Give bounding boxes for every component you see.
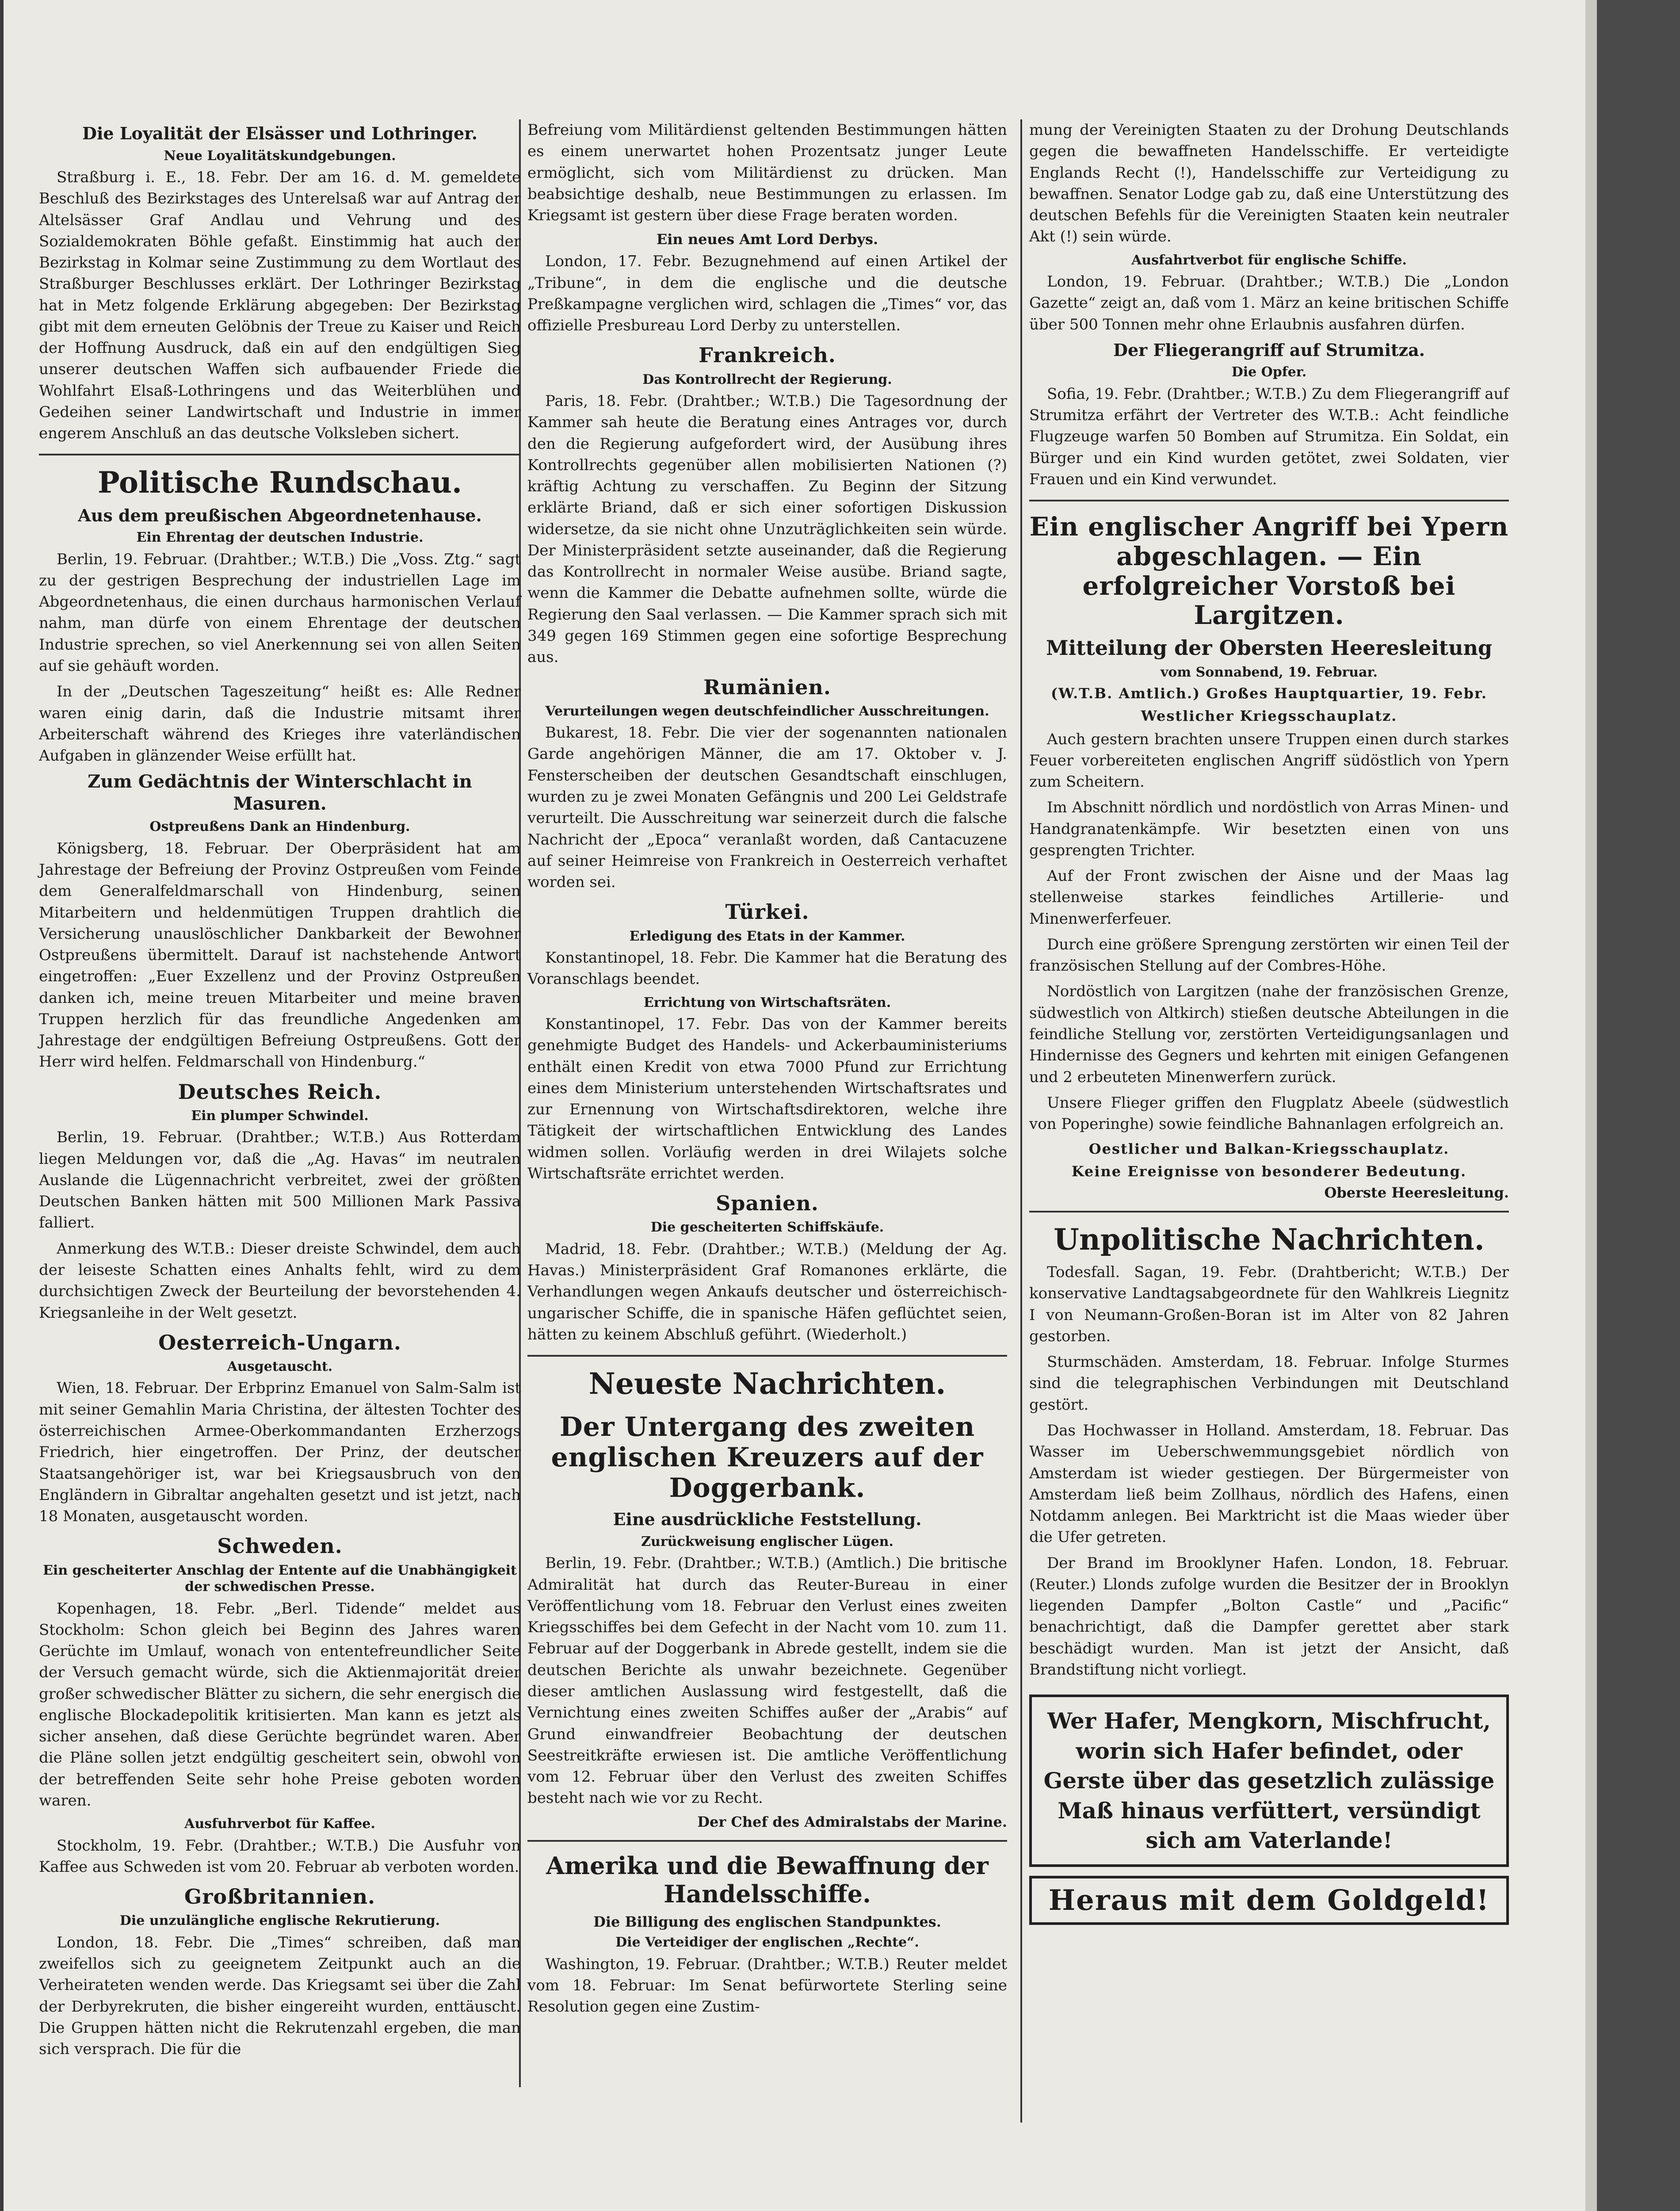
subhead: Ein Ehrentag der deutschen Industrie.: [136, 530, 424, 546]
subhead: Die Opfer.: [1231, 364, 1307, 380]
paragraph-continued: Befreiung vom Militärdienst geltenden Bestimmungen hätten es einem unerwartet hohen Prozentsatz junger Leute ermöglicht, sich vom Militärdienst zu drücken. Man beabsichtige deshalb, neue Bestimmungen zu erlassen. Im Kriegsamt ist gestern über diese Frage beraten worden.: [527, 121, 1007, 225]
paragraph: Sofia, 19. Febr. (Drahtber.; W.T.B.) Zu dem Fliegerangriff auf Strumitza erfährt der Vertreter des W.T.B.: Acht feindliche Flugzeuge warfen 50 Bomben auf Strumitza. Ein Soldat, ein Bürger und ein Kind wurden getötet, zwei Soldaten, vier Frauen und ein Kind verwundet.: [1029, 385, 1509, 488]
paragraph: Im Abschnitt nördlich und nordöstlich von Arras Minen- und Handgranatenkämpfe. Wir besetzten einen von uns gesprengten Trichter.: [1029, 799, 1509, 859]
paragraph: Der Brand im Brooklyner Hafen. London, 18. Februar. (Reuter.) Llonds zufolge wurden die Besitzer der in Brooklyn liegenden Dampfer „Bolton Castle“ und „Pacific“ benachrichtigt, daß die Dampfer gerettet aber stark beschädigt wurden. Man ist jetzt der Ansicht, daß Brandstiftung nicht vorliegt.: [1029, 1554, 1509, 1679]
paragraph: Wien, 18. Februar. Der Erbprinz Emanuel von Salm-Salm ist mit seiner Gemahlin Maria Christina, der ältesten Tochter des österreichischen Armee-Oberkommandanten Erzherzogs Friedrich, hier eingetroffen. Der Prinz, der deutscher Staatsangehöriger ist, war bei Kriegsausbruch von den Engländern in Gibraltar angehalten gesetzt und ist jetzt, nach 18 Monaten, ausgetauscht worden.: [39, 1379, 521, 1526]
paragraph: Madrid, 18. Febr. (Drahtber.; W.T.B.) (Meldung der Ag. Havas.) Ministerpräsident Graf Romanones erklärte, die Verhandlungen wegen Ankaufs deutscher und österreichisch-ungarischer Schiffe, die in spanische Häfen geflüchtet seien, hätten zu keinem Abschluß geführt. (Wiederholt.): [527, 1240, 1007, 1343]
newspaper-page: [4, 0, 1597, 2211]
paragraph: Nordöstlich von Largitzen (nahe der französischen Grenze, südwestlich von Altkirch) stießen deutsche Abteilungen in die feindliche Stellung vor, zerstörten Verteidigungsanlagen und Hindernisse des Gegners und kehrten mit einigen Gefangenen und 2 erbeuteten Minenwerfern zurück.: [1029, 983, 1509, 1086]
subhead: Ausfahrtverbot für englische Schiffe.: [1131, 252, 1407, 268]
headline-ypern: Ein englischer Angriff bei Ypern abgeschlagen. — Ein erfolgreicher Vorstoß bei Largitzen.: [1029, 512, 1509, 631]
page-edge-shadow: [1585, 0, 1597, 2211]
subhead: Eine ausdrückliche Feststellung.: [613, 1509, 922, 1530]
divider: [1029, 500, 1509, 501]
subhead: Zurückweisung englischer Lügen.: [641, 1534, 893, 1549]
paragraph: Stockholm, 19. Febr. (Drahtber.; W.T.B.) Die Ausfuhr von Kaffee aus Schweden ist vom 20. Februar ab verboten worden.: [39, 1836, 521, 1876]
subhead: Das Kontrollrecht der Regierung.: [642, 371, 892, 387]
paragraph: Straßburg i. E., 18. Febr. Der am 16. d. M. gemeldete Beschluß des Bezirkstages des Unterelsaß war auf Antrag der Altelsässer Graf Andlau und Vehrung und des Sozialdemokraten Böhle gefaßt. Einstimmig hat auch der Bezirkstag in Kolmar seine Zustimmung zu dem Wortlaut des Straßburger Beschlusses erklärt. Der Lothringer Bezirkstag hat in Metz folgende Erklärung abgegeben: Der Bezirkstag gibt mit dem erneuten Gelöbnis der Treue zu Kaiser und Reich der Hoffnung Ausdruck, daß ein auf den endgültigen Sieg unserer deutschen Waffen sich aufbauender Friede die Wohlfahrt Elsaß-Lothringens und das Weiterblühen und Gedeihen seiner Landwirtschaft und Industrie in immer engerem Anschluß an das deutsche Volksleben sichert.: [39, 168, 521, 443]
subhead-loyalty: Neue Loyalitätskundgebungen.: [164, 148, 396, 164]
subhead: Die gescheiterten Schiffskäufe.: [650, 1220, 884, 1236]
paragraph: Berlin, 19. Febr. (Drahtber.; W.T.B.) (Amtlich.) Die britische Admiralität hat durch das Reuter-Bureau in einer Veröffentlichung vom 18. Februar den Verlust eines zweiten Kriegsschiffes bei dem Gefecht in der Nacht vom 10. zum 11. Februar auf der Doggerbank in Abrede gestellt, indem sie die deutschen Berichte als unwahr bezeichnete. Gegenüber dieser amtlichen Auslassung wird festgestellt, daß die Vernichtung eines zweiten Schiffes außer der „Arabis“ auf Grund einwandfreier Beobachtung der deutschen Seestreitkräfte erwiesen ist. Die amtliche Veröffentlichung vom 12. Februar über den Verlust des zweiten Schiffes besteht nach wie vor zu Recht.: [527, 1554, 1007, 1807]
advertisement-oats: Wer Hafer, Mengkorn, Mischfrucht, worin sich Hafer befindet, oder Gerste über das gesetzlich zulässige Maß hinaus verfüttert, versündigt sich am Vaterlande!: [1029, 1695, 1509, 1867]
section-title-politisch: Politische Rundschau.: [98, 465, 462, 500]
divider: [1029, 1211, 1509, 1213]
paragraph: Sturmschäden. Amsterdam, 18. Februar. Infolge Sturmes sind die telegraphischen Verbindungen mit Deutschland gestört.: [1029, 1353, 1509, 1414]
section-subtitle: Aus dem preußischen Abgeordnetenhause.: [78, 505, 482, 525]
subhead: Ein plumper Schwindel.: [191, 1108, 369, 1124]
divider: [527, 1840, 1007, 1842]
section-title-sweden: Schweden.: [217, 1534, 343, 1558]
paragraph: Berlin, 19. Februar. (Drahtber.; W.T.B.) Aus Rotterdam liegen Meldungen vor, daß die „Ag. Havas“ im neutralen Auslande die Lügennachricht verbreitet, zwei der größten Deutschen Banken hätten mit 500 Millionen Mark Passiva falliert.: [39, 1128, 521, 1232]
section-title-gb: Großbritannien.: [184, 1885, 376, 1909]
subhead: Erledigung des Etats in der Kammer.: [629, 928, 905, 944]
headline-america: Amerika und die Bewaffnung der Handelsschiffe.: [546, 1851, 989, 1909]
paragraph: Durch eine größere Sprengung zerstörten wir einen Teil der französischen Stellung auf der Combres-Höhe.: [1029, 935, 1509, 975]
subhead: Ostpreußens Dank an Hindenburg.: [149, 819, 410, 835]
subhead: Ausfuhrverbot für Kaffee.: [184, 1816, 375, 1832]
column-rule-2: [1020, 119, 1022, 2123]
theater-heading: Oestlicher und Balkan-Kriegsschauplatz.: [1088, 1140, 1450, 1158]
section-title-austria: Oesterreich-Ungarn.: [158, 1330, 401, 1354]
paragraph: London, 19. Februar. (Drahtber.; W.T.B.) Die „London Gazette“ zeigt an, daß vom 1. März an keine britischen Schiffe über 500 Tonnen mehr ohne Erlaubnis ausfahren dürfen.: [1029, 273, 1509, 333]
section-title-turkey: Türkei.: [725, 900, 809, 924]
signature: Oberste Heeresleitung.: [1324, 1184, 1509, 1201]
scan-background-edge: [1596, 0, 1680, 2211]
advertisement-gold: Heraus mit dem Goldgeld!: [1029, 1876, 1509, 1925]
subhead: Die unzulängliche englische Rekrutierung.: [119, 1913, 440, 1929]
section-title-spain: Spanien.: [716, 1191, 819, 1216]
headline-strumitza: Der Fliegerangriff auf Strumitza.: [1113, 340, 1425, 360]
paragraph: Auch gestern brachten unsere Truppen einen durch starkes Feuer vorbereiteten englischen Angriff südöstlich von Ypern zum Scheitern.: [1029, 730, 1509, 791]
theater-heading: Westlicher Kriegsschauplatz.: [1141, 707, 1397, 724]
theater-text: Keine Ereignisse von besonderer Bedeutung.: [1071, 1163, 1467, 1180]
subhead: Ausgetauscht.: [227, 1358, 333, 1374]
section-title-romania: Rumänien.: [703, 675, 831, 699]
paragraph: Bukarest, 18. Febr. Die vier der sogenannten nationalen Garde angehörigen Männer, die am 17. Oktober v. J. Fensterscheiben der deutschen Gesandtschaft einschlugen, wurden zu je zwei Monaten Gefängnis und 200 Lei Geldstrafe verurteilt. Die Ausschreitung war seinerzeit durch die falsche Nachricht der „Epoca“ veranlaßt worden, daß Cantacuzene auf seiner Heimreise von Frankreich in Oesterreich verhaftet worden sei.: [527, 724, 1007, 891]
section-title-france: Frankreich.: [699, 343, 836, 367]
subhead: Die Verteidiger der englischen „Rechte“.: [615, 1935, 919, 1951]
paragraph: Auf der Front zwischen der Aisne und der Maas lag stellenweise starkes feindliches Artillerie- und Minenwerferfeuer.: [1029, 867, 1509, 928]
column-2: [527, 119, 1007, 2022]
column-1: [39, 119, 521, 2065]
paragraph: Konstantinopel, 17. Febr. Das von der Kammer bereits genehmigte Budget des Handels- und Ackerbauministeriums enthält einen Kredit von etwa 7000 Pfund zur Errichtung eines dem Ministerium unterstehenden Wirtschaftsrates und zur Ernennung von Wirtschaftsdirektoren, welche ihre Tätigkeit der wirtschaftlichen Entwicklung des Landes widmen sollen. Vorläufig werden in drei Wilajets solche Wirtschaftsräte errichtet werden.: [527, 1015, 1007, 1182]
subhead-heeresleitung: Mitteilung der Obersten Heeresleitung: [1046, 635, 1493, 660]
paragraph: Kopenhagen, 18. Febr. „Berl. Tidende“ meldet aus Stockholm: Schon gleich bei Beginn des Jahres waren Gerüchte im Umlauf, wonach von ententefreundlicher Seite der Versuch gemacht würde, sich die Aktienmajorität dreier großer schwedischer Blätter zu sichern, die sehr energisch die englische Blockadepolitik kritisierten. Man kann es jetzt als sicher ansehen, daß diese Gerüchte begründet waren. Aber die Pläne sollen jetzt endgültig gescheitert sein, obwohl von der betreffenden Seite sehr hohe Preise geboten worden waren.: [39, 1599, 521, 1809]
headline-doggerbank: Der Untergang des zweiten englischen Kreuzers auf der Doggerbank.: [551, 1412, 984, 1504]
paragraph: In der „Deutschen Tageszeitung“ heißt es: Alle Redner waren einig darin, daß die Industrie mitsamt ihrer Arbeiterschaft während des Krieges ihre vaterländischen Aufgaben in glänzender Weise erfüllt hat.: [39, 683, 521, 765]
paragraph: Berlin, 19. Februar. (Drahtber.; W.T.B.) Die „Voss. Ztg.“ sagt zu der gestrigen Besprechung der industriellen Lage im Abgeordnetenhaus, die einen durchaus harmonischen Verlauf nahm, man dürfe von einem Ehrentage der deutschen Industrie sprechen, so viel Anerkennung sei von allen Seiten auf sie gehäuft worden.: [39, 550, 521, 675]
paragraph: London, 18. Febr. Die „Times“ schreiben, daß man zweifellos sich zu geeignetem Zeitpunkt auch an die Verheirateten wenden werde. Das Kriegsamt sei über die Zahl der Derbyrekruten, die bisher eingereiht wurden, enttäuscht. Die Gruppen hätten nicht die Rekrutenzahl ergeben, die man sich versprach. Die für die: [39, 1933, 521, 2058]
paragraph: Paris, 18. Febr. (Drahtber.; W.T.B.) Die Tagesordnung der Kammer sah heute die Beratung eines Antrages vor, durch den die Regierung aufgefordert wird, der Ausübung ihres Kontrollrechts gegenüber allen mobilisierten Nationen (?) kräftig Achtung zu verschaffen. Zu Beginn der Sitzung erklärte Briand, daß er sich einer sofortigen Diskussion widersetze, da sie nicht ohne Unzuträglichkeiten sein würde. Der Ministerpräsident setzte auseinander, daß die Regierung das Kontrollrecht in normaler Weise ausübe. Briand sagte, wenn die Kammer die Debatte aufnehmen sollte, würde die Regierung den Saal verlassen. — Die Kammer sprach sich mit 349 gegen 169 Stimmen gegen eine sofortige Besprechung aus.: [527, 392, 1007, 666]
dateline: (W.T.B. Amtlich.) Großes Hauptquartier, 19. Febr.: [1050, 685, 1487, 702]
signature: Der Chef des Admiralstabs der Marine.: [697, 1813, 1007, 1830]
subhead: Verurteilungen wegen deutschfeindlicher Ausschreitungen.: [545, 703, 989, 719]
paragraph: Anmerkung des W.T.B.: Dieser dreiste Schwindel, dem auch der leiseste Schatten eines Anhalts fehlt, wird zu dem durchsichtigen Zweck der Beurteilung der bevorstehenden 4. Kriegsanleihe in der Welt gesetzt.: [39, 1239, 521, 1322]
paragraph: Konstantinopel, 18. Febr. Die Kammer hat die Beratung des Voranschlags beendet.: [527, 949, 1007, 988]
subhead: Ein gescheiterter Anschlag der Entente auf die Unabhängigkeit der schwedischen Presse.: [43, 1562, 517, 1595]
headline-loyalty: Die Loyalität der Elsässer und Lothringer.: [82, 123, 477, 143]
subhead-date: vom Sonnabend, 19. Februar.: [1160, 665, 1378, 681]
paragraph-continued: mung der Vereinigten Staaten zu der Drohung Deutschlands gegen die bewaffneten Handelsschiffe. Er verteidigte Englands Recht (!), Handelsschiffe zur Verteidigung zu bewaffnen. Senator Lodge gab zu, daß eine Unterstützung des deutschen Befehls für die Vereinigten Staaten kein neutraler Akt (!) sein würde.: [1029, 121, 1509, 246]
section-title-unpolitisch: Unpolitische Nachrichten.: [1054, 1222, 1485, 1257]
subhead: Ein neues Amt Lord Derbys.: [656, 231, 878, 248]
divider: [527, 1355, 1007, 1357]
paragraph: Todesfall. Sagan, 19. Febr. (Drahtbericht; W.T.B.) Der konservative Landtagsabgeordnete für den Wahlkreis Liegnitz I von Neumann-Großen-Boran ist im Alter von 82 Jahren gestorben.: [1029, 1263, 1509, 1345]
column-3: [1029, 119, 1509, 1934]
paragraph: London, 17. Febr. Bezugnehmend auf einen Artikel der „Tribune“, in dem die englische und die deutsche Preßkampagne verglichen wird, schlagen die „Times“ vor, das offizielle Presbureau Lord Derby zu unterstellen.: [527, 252, 1007, 335]
divider: [39, 454, 521, 455]
subhead: Die Billigung des englischen Standpunktes.: [593, 1913, 941, 1931]
paragraph: Das Hochwasser in Holland. Amsterdam, 18. Februar. Das Wasser im Ueberschwemmungsgebiet nördlich von Amsterdam ist wieder gestiegen. Der Bürgermeister von Amsterdam ließ beim Zollhaus, nördlich des Hafens, einen Notdamm anlegen. Bei Marktricht ist die Maas wieder über die Ufer getreten.: [1029, 1421, 1509, 1546]
paragraph: Königsberg, 18. Februar. Der Oberpräsident hat am Jahrestage der Befreiung der Provinz Ostpreußen vom Feinde dem Generalfeldmarschall von Hindenburg, seinen Mitarbeitern und heldenmütigen Truppen drahtlich die Versicherung unauslöschlicher Dankbarkeit der Bewohner Ostpreußens übermittelt. Darauf ist nachstehende Antwort eingetroffen: „Euer Exzellenz und der Provinz Ostpreußen danken ich, meine treuen Mitarbeiter und meine braven Truppen herzlich für das freundliche Angedenken am Jahrestage der endgültigen Befreiung Ostpreußens. Gott der Herr wird helfen. Feldmarschall von Hindenburg.“: [39, 839, 521, 1071]
subhead: Errichtung von Wirtschaftsräten.: [643, 995, 891, 1010]
paragraph: Washington, 19. Februar. (Drahtber.; W.T.B.) Reuter meldet vom 18. Februar: Im Senat befürwortete Sterling seine Resolution gegen eine Zustim-: [527, 1955, 1007, 2016]
headline-masuren: Zum Gedächtnis der Winterschlacht in Masuren.: [88, 771, 472, 815]
section-title-reich: Deutsches Reich.: [178, 1079, 382, 1104]
paragraph: Unsere Flieger griffen den Flugplatz Abeele (südwestlich von Poperinghe) sowie feindliche Bahnanlagen erfolgreich an.: [1029, 1094, 1509, 1133]
section-title-latest: Neueste Nachrichten.: [588, 1366, 946, 1401]
